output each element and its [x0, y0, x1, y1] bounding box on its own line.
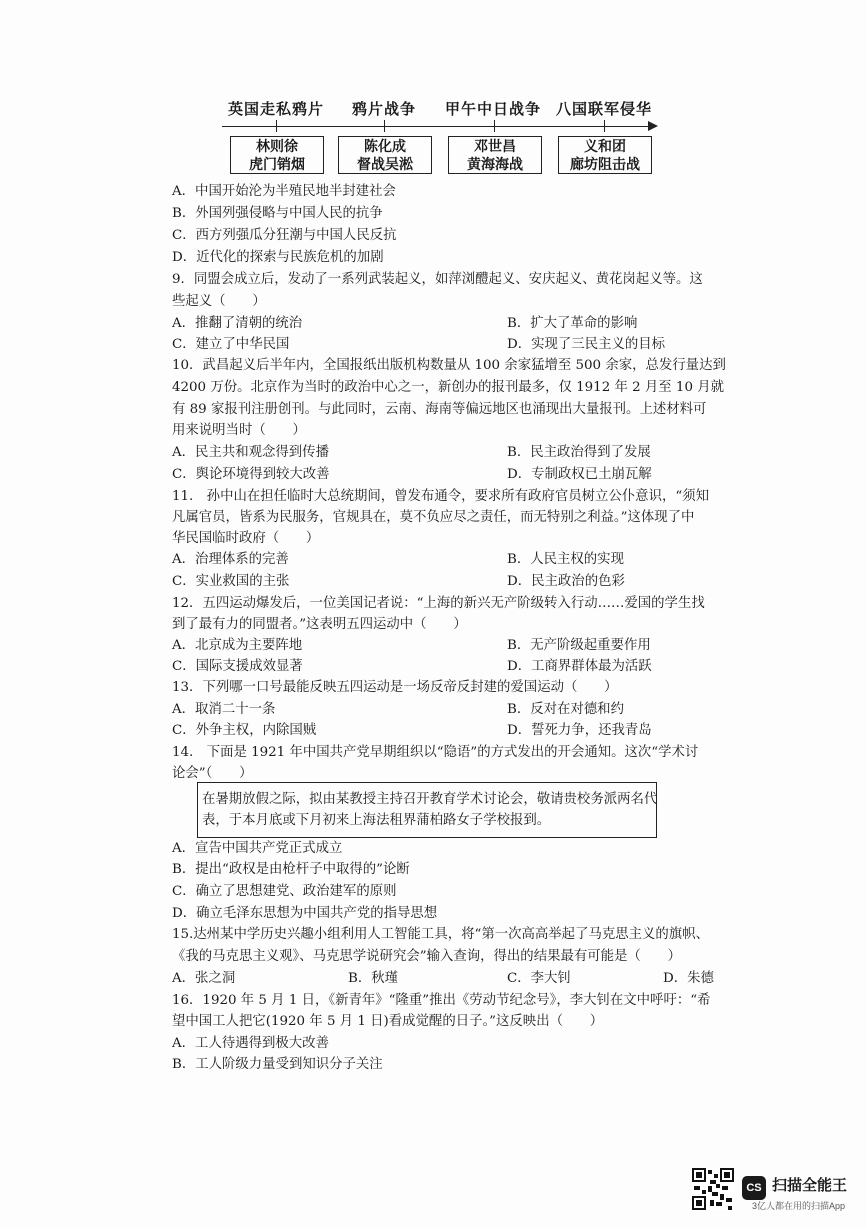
question-text: 15.达州某中学历史兴趣小组利用人工智能工具，将“第一次高高举起了马克思主义的旗帜、 [172, 927, 709, 942]
timeline-event: 英国走私鸦片 [228, 100, 325, 118]
notice-line: 表，于本月底或下月初来上海法租界蒲柏路女子学校报到。 [202, 813, 551, 828]
q11-option: D．民主政治的色彩 [507, 574, 625, 589]
meeting-notice-box [197, 782, 657, 838]
q13-option: C．外争主权，内除国贼 [172, 723, 317, 738]
question-text: 用来说明当时（ ） [172, 423, 306, 438]
brand-name: 扫描全能王 [772, 1177, 848, 1194]
timeline-event: 八国联军侵华 [556, 100, 653, 118]
q15-option: A．张之洞 [172, 971, 236, 986]
q16-option: A．工人待遇得到极大改善 [172, 1036, 329, 1051]
q15-option: D．朱德 [663, 971, 714, 986]
q13-option: B．反对在对德和约 [507, 702, 624, 717]
timeline-tick [494, 120, 495, 132]
arrow-right-icon [648, 121, 658, 131]
timeline-axis [222, 126, 650, 127]
timeline-box-line: 陈化成 [364, 139, 406, 155]
question-text: 4200 万份。北京作为当时的政治中心之一，新创办的报刊最多，仅 1912 年 2 月至 10 月就 [172, 380, 725, 395]
scanner-watermark [692, 1166, 862, 1222]
question-text: 华民国临时政府（ ） [172, 531, 320, 546]
q8-option: A．中国开始沦为半殖民地半封建社会 [172, 184, 396, 199]
q9-option: C．建立了中华民国 [172, 337, 290, 352]
timeline-box-line: 邓世昌 [474, 139, 516, 155]
q14-option: A．宣告中国共产党正式成立 [172, 841, 343, 856]
q8-option: C．西方列强瓜分狂潮与中国人民反抗 [172, 228, 397, 243]
q10-option: A．民主共和观念得到传播 [172, 445, 329, 460]
q11-option: B．人民主权的实现 [507, 552, 624, 567]
timeline-event: 甲午中日战争 [445, 100, 542, 118]
timeline-box [230, 136, 324, 174]
question-text: 到了最有力的同盟者。”这表明五四运动中（ ） [172, 617, 467, 632]
question-text: 有 89 家报刊注册创刊。与此同时，云南、海南等偏远地区也涌现出大量报刊。上述材料可 [172, 402, 707, 417]
question-text: 论会”（ ） [172, 766, 253, 781]
q12-option: D．工商界群体最为活跃 [507, 659, 652, 674]
question-text: 些起义（ ） [172, 294, 266, 309]
q10-option: D．专制政权已土崩瓦解 [507, 467, 652, 482]
notice-line: 在暑期放假之际，拟由某教授主持召开教育学术讨论会，敬请贵校务派两名代 [202, 792, 658, 807]
q12-option: A．北京成为主要阵地 [172, 638, 303, 653]
timeline-tick [604, 120, 605, 132]
timeline-box-line: 义和团 [584, 139, 626, 155]
question-text: 13．下列哪一口号最能反映五四运动是一场反帝反封建的爱国运动（ ） [172, 680, 618, 695]
q10-option: C．舆论环境得到较大改善 [172, 467, 330, 482]
question-text: 11. 孙中山在担任临时大总统期间，曾发布通令，要求所有政府官员树立公仆意识，“须知 [172, 489, 709, 504]
camscanner-logo-icon: CS [742, 1176, 766, 1200]
q12-option: C．国际支援成效显著 [172, 659, 303, 674]
q14-option: D．确立毛泽东思想为中国共产党的指导思想 [172, 906, 438, 921]
q9-option: A．推翻了清朝的统治 [172, 316, 303, 331]
q8-option: B．外国列强侵略与中国人民的抗争 [172, 206, 383, 221]
qr-code-icon [692, 1168, 734, 1210]
timeline-box [558, 136, 652, 174]
q11-option: A．治理体系的完善 [172, 552, 289, 567]
q14-option: B．提出“政权是由枪杆子中取得的”论断 [172, 862, 410, 877]
timeline-diagram [220, 96, 660, 176]
q11-option: C．实业救国的主张 [172, 574, 290, 589]
timeline-box-line: 廊坊阻击战 [570, 157, 640, 173]
timeline-box-line: 虎门销烟 [249, 157, 305, 173]
q13-option: A．取消二十一条 [172, 702, 276, 717]
question-text: 16．1920 年 5 月 1 日，《新青年》“隆重”推出《劳动节纪念号》，李大钊在文中呼吁：“希 [172, 993, 711, 1008]
timeline-box [338, 136, 432, 174]
q10-option: B．民主政治得到了发展 [507, 445, 651, 460]
q14-option: C．确立了思想建党、政治建军的原则 [172, 884, 397, 899]
question-text: 10．武昌起义后半年内，全国报纸出版机构数量从 100 余家猛增至 500 余家，总发行量达到 [172, 358, 726, 373]
timeline-tick [276, 120, 277, 132]
q9-option: D．实现了三民主义的目标 [507, 337, 666, 352]
q16-option: B．工人阶级力量受到知识分子关注 [172, 1057, 383, 1072]
timeline-box-line: 黄海海战 [467, 157, 523, 173]
timeline-box-line: 林则徐 [256, 139, 298, 155]
question-text: 凡属官员，皆系为民服务，官规具在，莫不负应尽之责任，而无特别之利益。”这体现了中 [172, 510, 695, 525]
q8-option: D．近代化的探索与民族危机的加剧 [172, 250, 384, 265]
question-text: 12．五四运动爆发后，一位美国记者说：“上海的新兴无产阶级转入行动……爱国的学生找 [172, 596, 705, 611]
timeline-box [448, 136, 542, 174]
timeline-tick [384, 120, 385, 132]
question-text: 14. 下面是 1921 年中国共产党早期组织以“隐语”的方式发出的开会通知。这次“学术讨 [172, 745, 699, 760]
q12-option: B．无产阶级起重要作用 [507, 638, 651, 653]
question-text: 《我的马克思主义观》、马克思学说研究会”输入查询，得出的结果最有可能是（ ） [172, 949, 681, 964]
timeline-box-line: 督战吴淞 [357, 157, 413, 173]
q15-option: B．秋瑾 [348, 971, 399, 986]
question-text: 9．同盟会成立后，发动了一系列武装起义，如萍浏醴起义、安庆起义、黄花岗起义等。这 [172, 272, 703, 287]
q13-option: D．誓死力争，还我青岛 [507, 723, 652, 738]
timeline-event: 鸦片战争 [352, 100, 417, 118]
question-text: 望中国工人把它(1920 年 5 月 1 日)看成觉醒的日子。”这反映出（ ） [172, 1014, 604, 1029]
q9-option: B．扩大了革命的影响 [507, 316, 638, 331]
brand-slogan: 3亿人都在用的扫描App [752, 1201, 846, 1211]
q15-option: C．李大钊 [507, 971, 571, 986]
